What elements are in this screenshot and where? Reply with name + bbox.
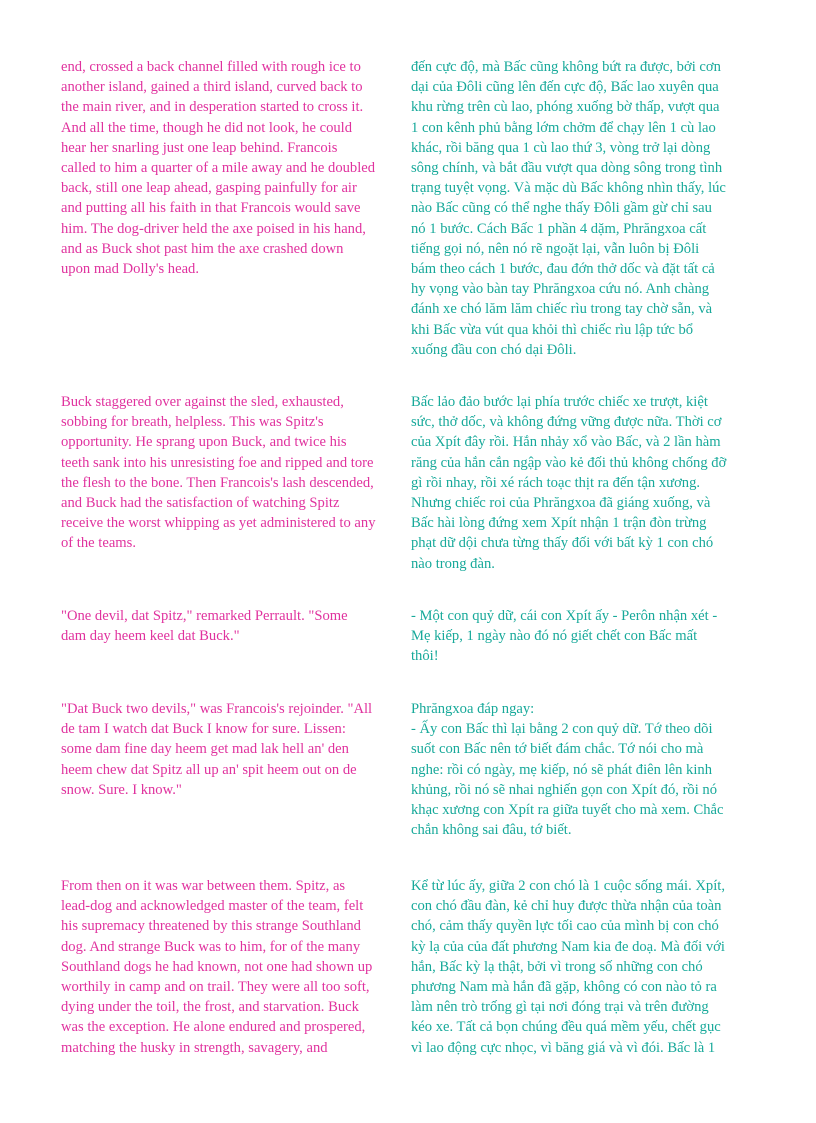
vietnamese-paragraph: Bấc lảo đảo bước lại phía trước chiếc xe trượt, kiệt sức, thở dốc, và không đứng vững được nữa. Thời cơ của Xpít đây rồi. Hắn nhảy xổ vào Bấc, và 2 lần hàm răng của hắn cắn ngập vào kẻ đối thủ không chống đỡ gì rồi nhay, rồi xé rách toạc thịt ra đến tận xương. Nhưng chiếc roi của Phrăngxoa đã giáng xuống, và Bấc hài lòng đứng xem Xpít nhận 1 trận đòn trừng phạt dữ dội chưa từng thấy đối với bất kỳ 1 con chó nào trong đàn. (411, 394, 727, 572)
vietnamese-paragraph: Kể từ lúc ấy, giữa 2 con chó là 1 cuộc sống mái. Xpít, con chó đầu đàn, kẻ chỉ huy được thừa nhận của toàn chó, cảm thấy quyền lực tối cao của mình bị con chó kỳ lạ của của đất phương Nam kia đe doạ. Mà đối với hắn, Bấc kỳ lạ thật, bởi vì trong số những con chó phương Nam mà hắn đã gặp, không có con nào tỏ ra làm nên trò trống gì tại nơi đóng trại và trên đường kéo xe. Tất cả bọn chúng đều quá mềm yếu, chết gục vì lao động cực nhọc, vì băng giá và vì đói. Bấc là 1 (411, 878, 725, 1056)
vietnamese-paragraph: Phrăngxoa đáp ngay: - Ấy con Bấc thì lại bằng 2 con quỷ dữ. Tớ theo dõi suốt con Bấc nên tớ biết đám chắc. Tớ nói cho mà nghe: rồi có ngày, mẹ kiếp, nó sẽ phát điên lên kinh khủng, rồi nó sẽ nhai nghiến gọn con Xpít đó, rồi nó khạc xương con Xpít ra giữa tuyết cho mà xem. Chắc chắn không sai đâu, tớ biết. (411, 701, 724, 839)
english-paragraph: end, crossed a back channel filled with rough ice to another island, gained a third island, curved back to the main river, and in desperation started to cross it. And all the time, though he did not look, he could hear her snarling just one leap behind. Francois called to him a quarter of a mile away and he doubled back, still one leap ahead, gasping painfully for air and putting all his faith in that Francois would save him. The dog-driver held the axe poised in his hand, and as Buck shot past him the axe crashed down upon mad Dolly's head. (61, 59, 376, 278)
english-paragraph: From then on it was war between them. Spitz, as lead-dog and acknowledged master of the team, felt his supremacy threatened by this strange Southland dog. And strange Buck was to him, for of the many Southland dogs he had known, not one had shown up worthily in camp and on trail. They were all too soft, dying under the toil, the frost, and starvation. Buck was the exception. He alone endured and prospered, matching the husky in strength, savagery, and (61, 878, 373, 1056)
english-paragraph: "One devil, dat Spitz," remarked Perrault. "Some dam day heem keel dat Buck." (61, 608, 348, 645)
english-paragraph: Buck staggered over against the sled, exhausted, sobbing for breath, helpless. This was Spitz's opportunity. He sprang upon Buck, and twice his teeth sank into his unresisting foe and ripped and tore the flesh to the bone. Then Francois's lash descended, and Buck had the satisfaction of watching Spitz receive the worst whipping as yet administered to any of the teams. (61, 394, 376, 552)
vietnamese-paragraph: - Một con quỷ dữ, cái con Xpít ấy - Perôn nhận xét - Mẹ kiếp, 1 ngày nào đó nó giết chết con Bấc mất thôi! (411, 608, 718, 665)
vietnamese-paragraph: đến cực độ, mà Bấc cũng không bứt ra được, bởi cơn dại của Đôli cũng lên đến cực độ, Bấc lao xuyên qua khu rừng trên cù lao, phóng xuống bờ thấp, vượt qua 1 con kênh phủ bằng lớm chởm để chạy lên 1 cù lao khác, rồi băng qua 1 cù lao thứ 3, vòng trở lại dòng sông chính, và bắt đầu vượt qua dòng sông trong tình trạng tuyệt vọng. Và mặc dù Bấc không nhìn thấy, lúc nào Bấc cũng có thể nghe thấy Đôli gầm gừ chỉ sau nó 1 bước. Cách Bấc 1 phần 4 dặm, Phrăngxoa cất tiếng gọi nó, nên nó rẽ ngoặt lại, vẫn luôn bị Đôli bám theo cách 1 bước, đau đớn thở dốc và đặt tất cả hy vọng vào bàn tay Phrăngxoa cứu nó. Anh chàng đánh xe chó lăm lăm chiếc rìu trong tay chờ sẵn, và khi Bấc vừa vút qua khỏi thì chiếc rìu lập tức bổ xuống đầu con chó dại Đôli. (411, 59, 726, 358)
english-paragraph: "Dat Buck two devils," was Francois's rejoinder. "All de tam I watch dat Buck I know for sure. Lissen: some dam fine day heem get mad lak hell an' den heem chew dat Spitz all up an' spit heem out on de snow. Sure. I know." (61, 701, 373, 798)
